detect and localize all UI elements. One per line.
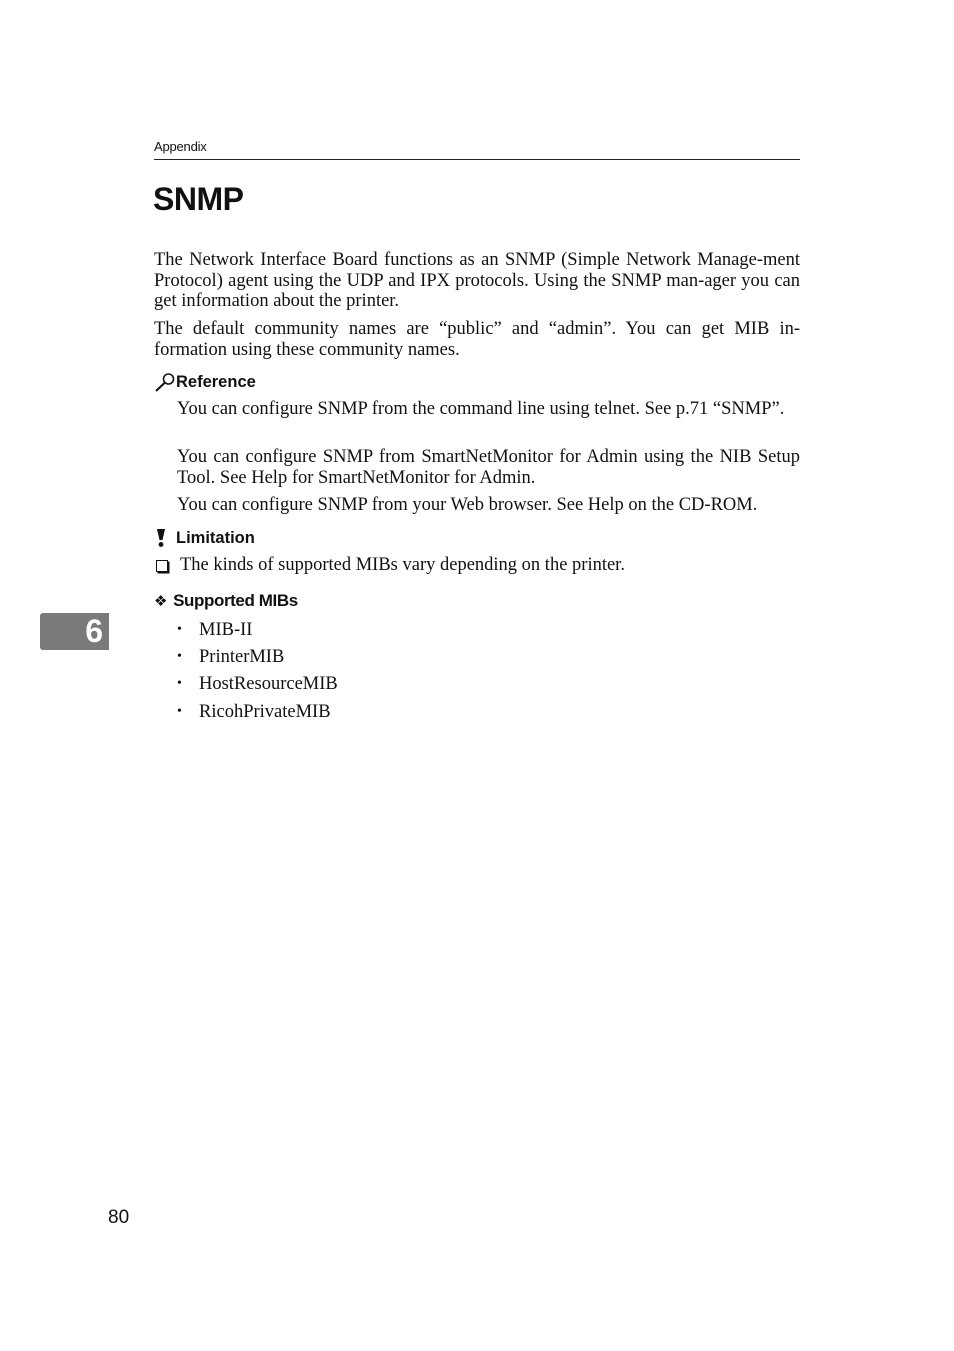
bullet-icon: • <box>177 649 182 664</box>
mib-name: PrinterMIB <box>199 647 285 667</box>
bullet-icon: • <box>177 622 182 637</box>
running-header: Appendix <box>154 139 207 154</box>
exclamation-icon <box>154 528 168 548</box>
page-number: 80 <box>108 1207 130 1228</box>
supported-mibs-label: Supported MIBs <box>173 591 298 610</box>
list-item <box>177 702 331 723</box>
mib-name: MIB-II <box>199 620 253 640</box>
limitation-text: The kinds of supported MIBs vary depending on the printer. <box>180 555 625 575</box>
diamond-icon: ❖ <box>154 593 168 610</box>
header-rule <box>154 159 800 160</box>
checkbox-icon <box>156 560 168 572</box>
reference-paragraph-2: You can configure SNMP from SmartNetMonitor for Admin using the NIB Setup Tool. See Help for SmartNetMonitor for Admin. <box>177 447 800 488</box>
bullet-icon: • <box>177 676 182 691</box>
magnifier-icon <box>154 372 176 392</box>
list-item <box>177 620 252 641</box>
bullet-icon: • <box>177 704 182 719</box>
chapter-number: 6 <box>85 613 103 649</box>
limitation-heading <box>154 528 255 548</box>
chapter-tab <box>40 613 109 650</box>
mib-name: HostResourceMIB <box>199 674 338 694</box>
reference-paragraph-3: You can configure SNMP from your Web browser. See Help on the CD-ROM. <box>177 495 758 515</box>
mib-name: RicohPrivateMIB <box>199 702 331 722</box>
page-title: SNMP <box>153 181 244 217</box>
reference-paragraph-1: You can configure SNMP from the command line using telnet. See p.71 “SNMP”. <box>177 399 785 419</box>
list-item <box>177 674 338 695</box>
list-item <box>177 647 284 668</box>
reference-label: Reference <box>176 373 256 391</box>
limitation-label: Limitation <box>176 529 255 547</box>
intro-paragraph-2: The default community names are “public” and “admin”. You can get MIB in-formation using these community names. <box>154 319 800 360</box>
intro-paragraph-1: The Network Interface Board functions as an SNMP (Simple Network Manage-ment Protocol) agent using the UDP and IPX protocols. Using the SNMP man-ager you can get information about the printer. <box>154 250 800 311</box>
supported-mibs-heading <box>154 591 298 611</box>
limitation-item <box>154 555 625 576</box>
reference-heading <box>154 372 256 392</box>
